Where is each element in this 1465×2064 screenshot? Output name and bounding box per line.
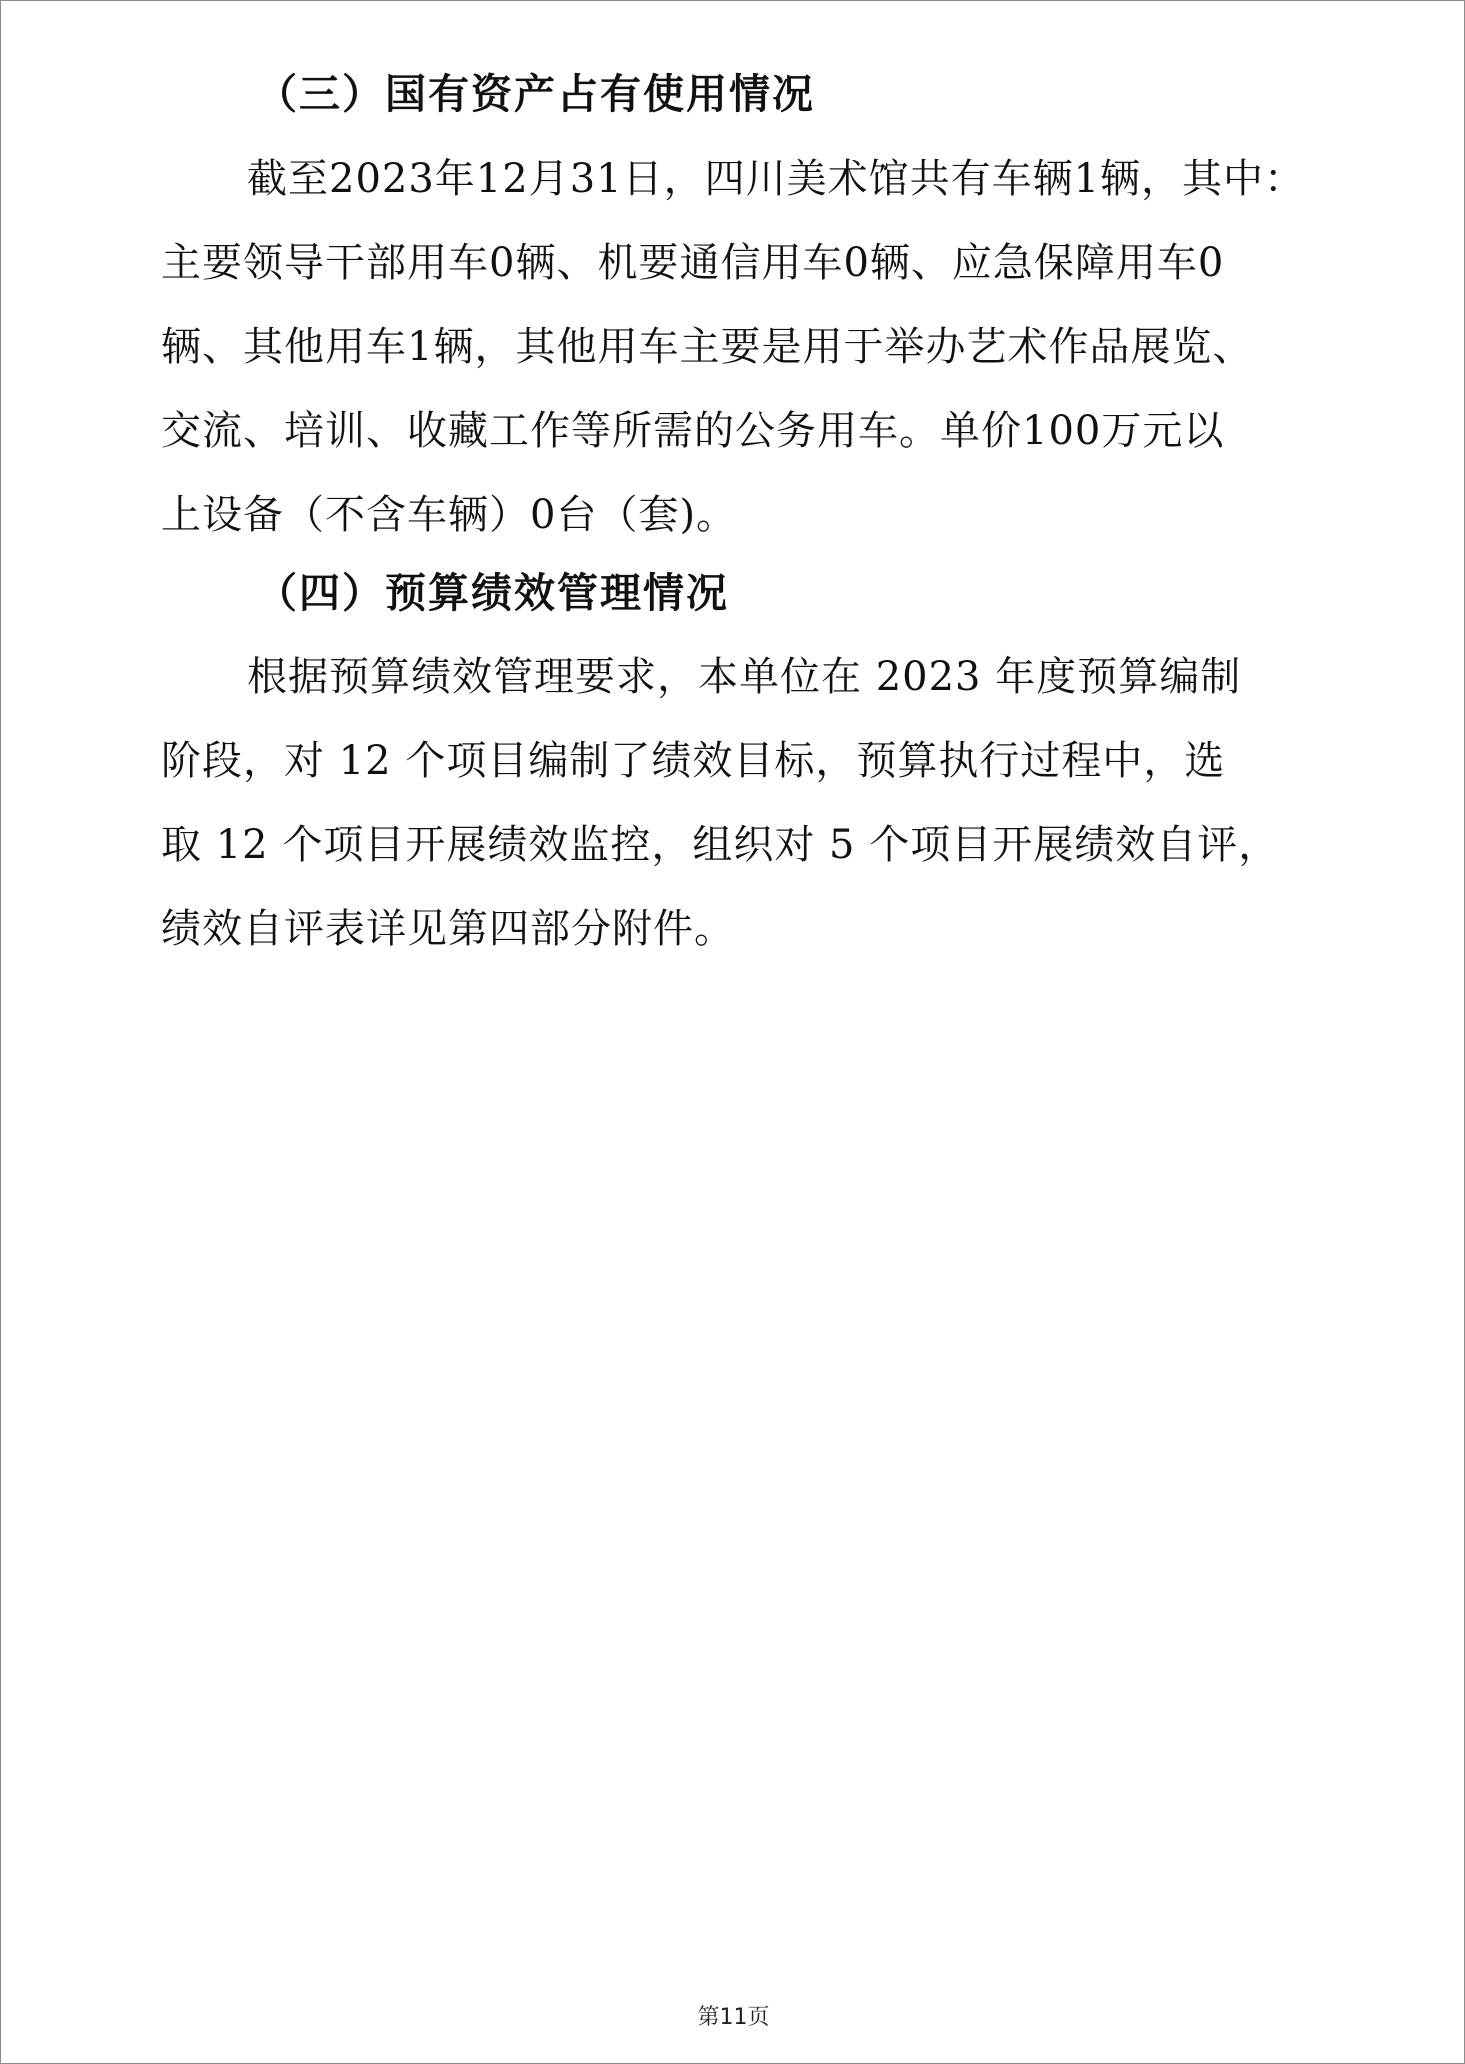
paragraph-line: 主要领导干部用车0辆、机要通信用车0辆、应急保障用车0 [161,240,1225,286]
page-number: 第11页 [697,2005,770,2030]
paragraph-line: 根据预算绩效管理要求，本单位在 2023 年度预算编制 [247,654,1242,700]
paragraph-line: 绩效自评表详见第四部分附件。 [161,906,735,952]
section-heading-performance-management: （四）预算绩效管理情况 [256,569,729,617]
paragraph-line: 辆、其他用车1辆，其他用车主要是用于举办艺术作品展览、 [161,324,1254,370]
section-heading-state-assets: （三）国有资产占有使用情况 [256,70,815,118]
paragraph-line: 上设备（不含车辆）0台（套)。 [161,492,738,538]
paragraph-line: 交流、培训、收藏工作等所需的公务用车。单价100万元以 [161,408,1225,454]
paragraph-state-assets [161,137,1311,557]
paragraph-line: 截至2023年12月31日，四川美术馆共有车辆1辆，其中： [247,156,1306,202]
paragraph-line: 阶段，对 12 个项目编制了绩效目标，预算执行过程中，选 [161,738,1226,784]
paragraph-performance-management [161,635,1311,971]
paragraph-line: 取 12 个项目开展绩效监控，组织对 5 个项目开展绩效自评， [161,822,1280,868]
